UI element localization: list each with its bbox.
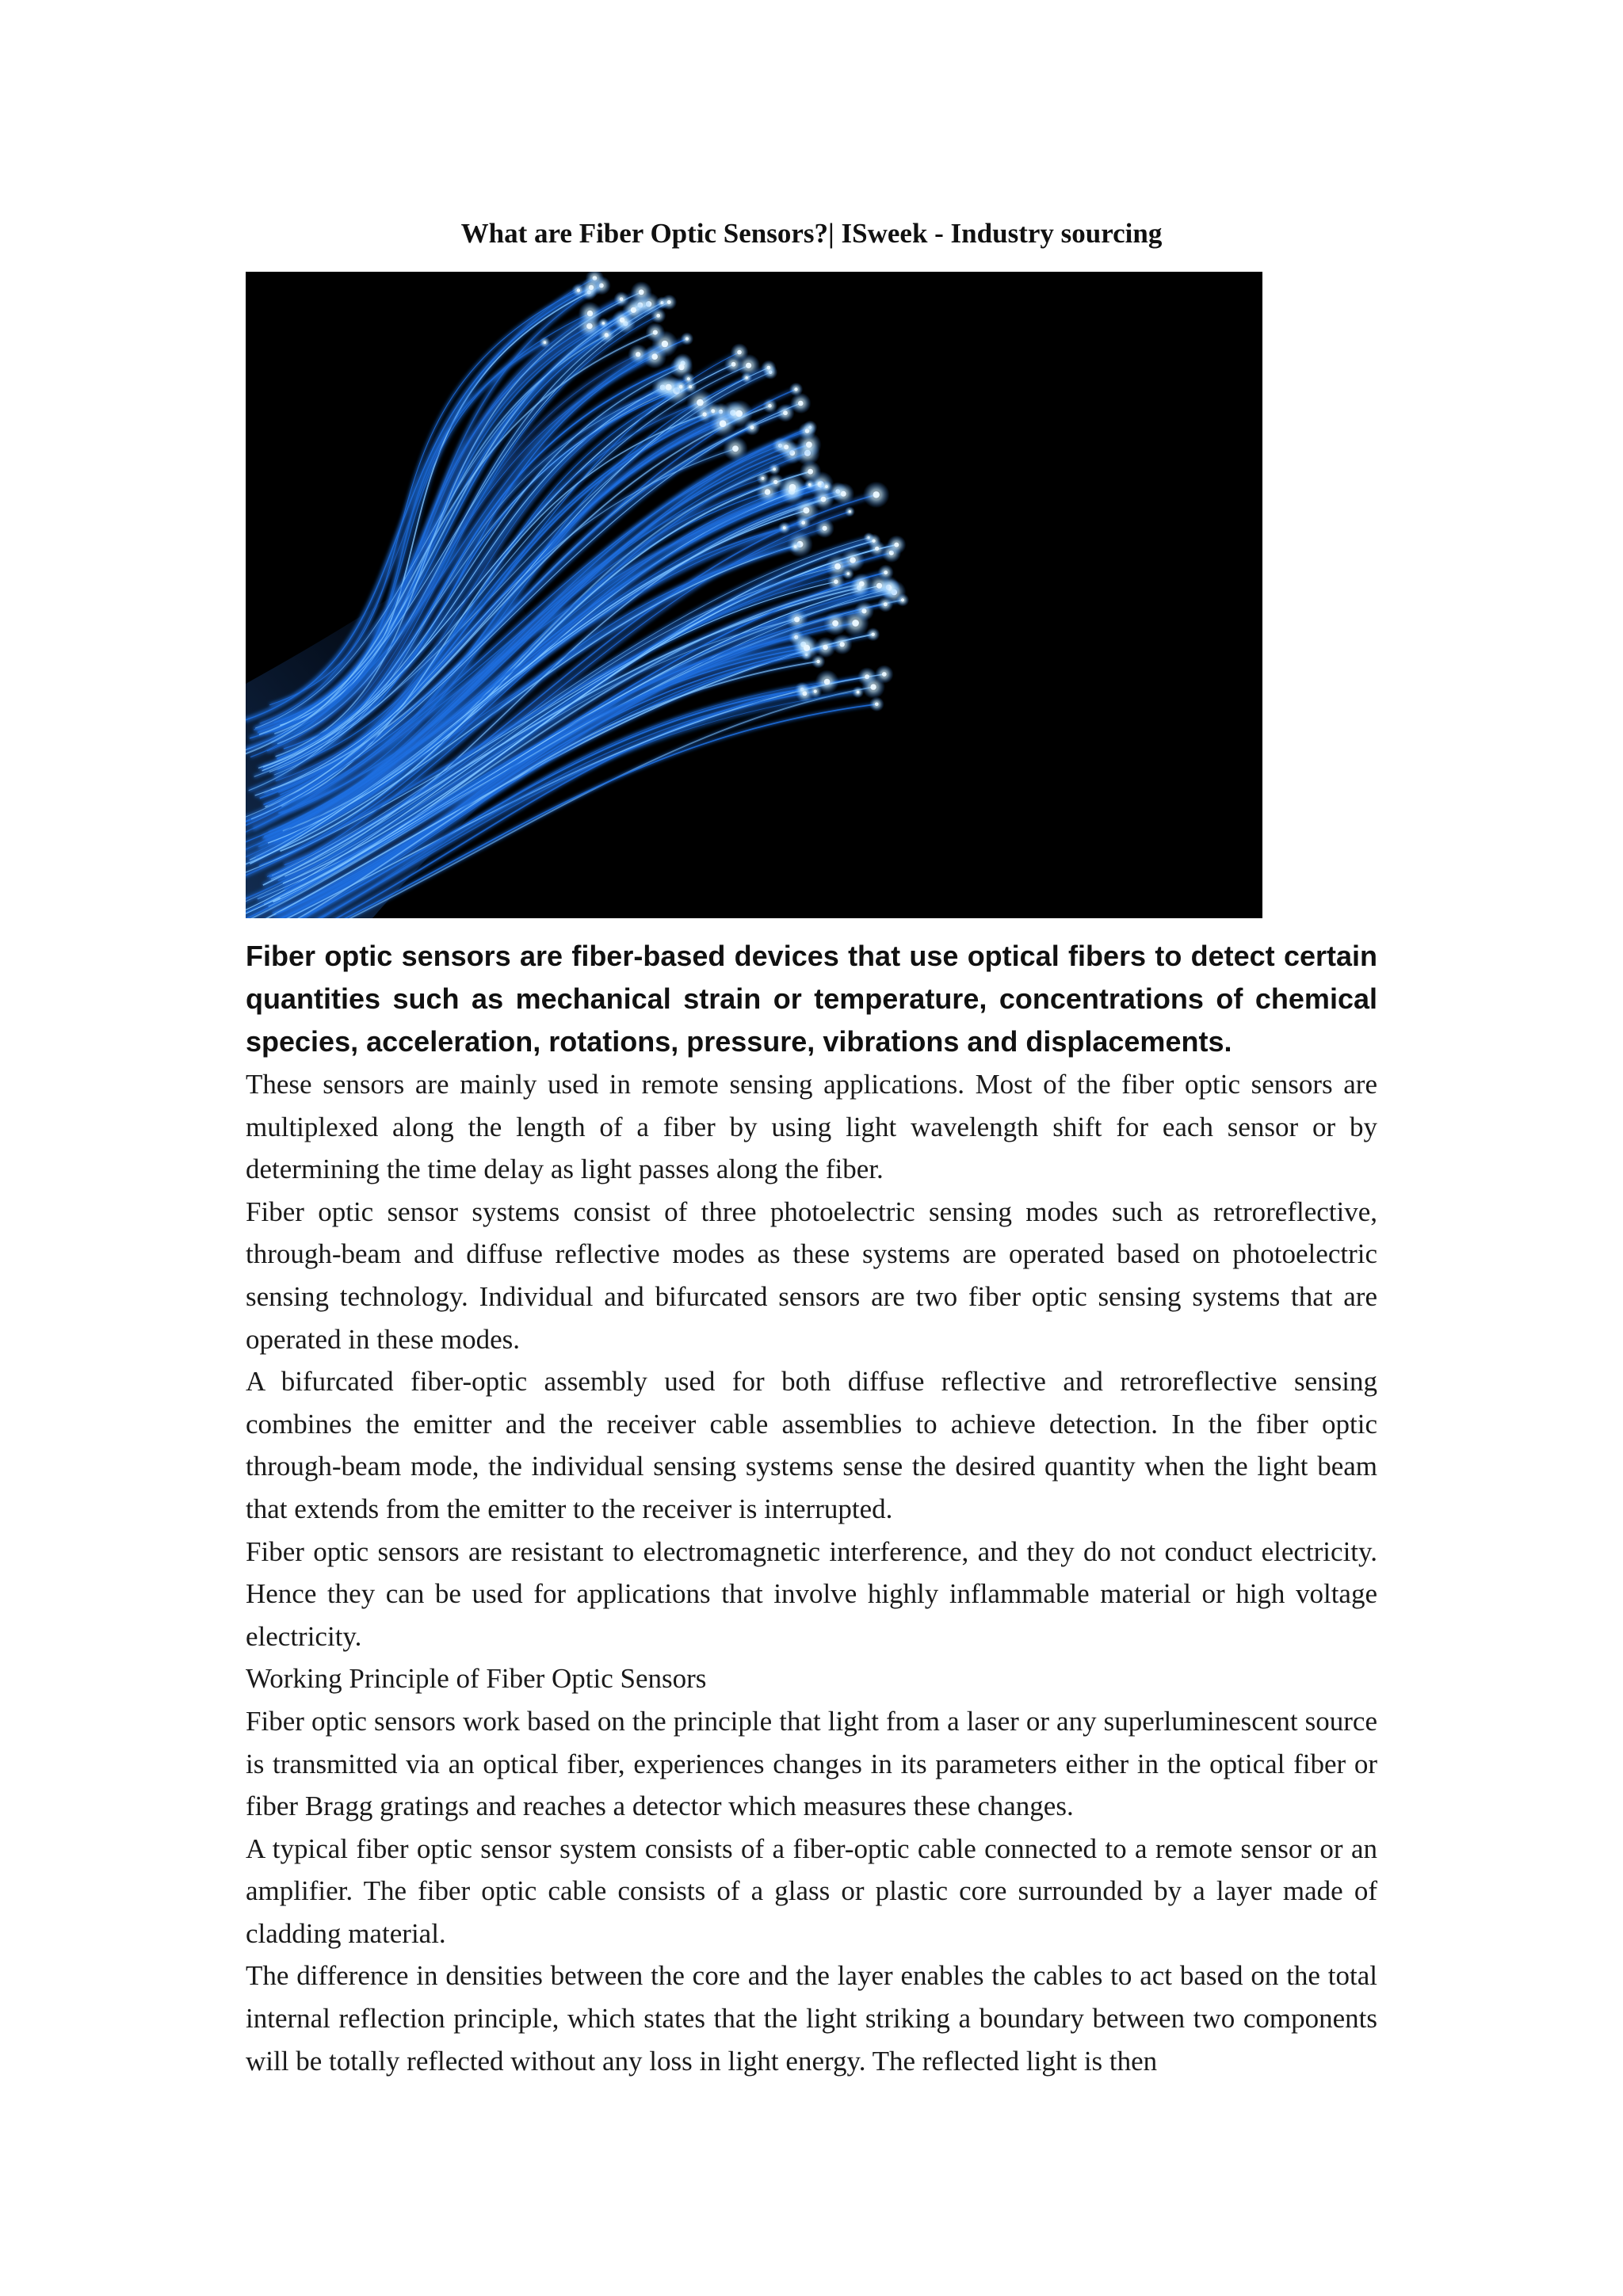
- fiber-bundle-illustration: [246, 272, 1262, 918]
- fiber-tip: [732, 445, 739, 452]
- fiber-tip: [872, 633, 875, 636]
- fiber-tip: [847, 572, 850, 575]
- fiber-tip: [834, 579, 838, 584]
- fiber-tip: [808, 469, 813, 475]
- fiber-tip: [825, 485, 828, 488]
- fiber-tip: [884, 602, 888, 606]
- fiber-tip: [620, 297, 624, 301]
- fiber-tip: [823, 645, 828, 650]
- fiber-tip: [577, 288, 580, 292]
- fiber-tip: [894, 543, 899, 547]
- fiber-tip: [687, 377, 690, 380]
- fiber-tip: [662, 341, 668, 347]
- fiber-tip: [806, 441, 812, 448]
- fiber-tip: [605, 333, 609, 337]
- fiber-tip: [762, 477, 765, 480]
- fiber-tip: [852, 620, 859, 627]
- fiber-tip: [816, 660, 819, 663]
- paragraph-emi-resistance: Fiber optic sensors are resistant to electromagnetic interference, and they do not conduct electricity. Hence they can be used for applications that involve highly inflammable material or high voltage electricity.: [246, 1535, 1377, 1652]
- fiber-tip: [735, 410, 743, 418]
- lead-paragraph: Fiber optic sensors are fiber-based devices that use optical fibers to detect certain quantities such as mechanical strain or temperature, concentrations of chemical species, acceleration, rotations, pressure, vibrations and displacements.: [246, 940, 1377, 1058]
- fiber-tip: [587, 311, 593, 316]
- paragraph-working-principle: Fiber optic sensors work based on the principle that light from a laser or any superluminescent source is transmitted via an optical fiber, experiences changes in its parameters either in the optical fiber or fiber Bragg gratings and reaches a detector which measures these changes.: [246, 1705, 1377, 1822]
- fiber-tip: [823, 526, 827, 531]
- fiber-tip: [731, 362, 736, 367]
- fiber-tip: [544, 341, 547, 344]
- fiber-tip: [872, 540, 875, 543]
- fiber-tip: [803, 692, 808, 696]
- fiber-tip: [840, 642, 845, 646]
- fiber-tip: [783, 410, 788, 415]
- fiber-tip: [636, 352, 640, 357]
- paragraph-system-components: A typical fiber optic sensor system consists of a fiber-optic cable connected to a remote sensor or an amplifier. The fiber optic cable consists of a glass or plastic core surrounded by a layer made of cladding material.: [246, 1833, 1377, 1949]
- fiber-tip: [798, 401, 804, 406]
- fiber-tip: [873, 491, 880, 498]
- fiber-tip: [745, 376, 748, 379]
- fiber-tip: [850, 557, 856, 563]
- fiber-tip: [870, 684, 876, 689]
- fiber-tip: [876, 583, 882, 589]
- fiber-tip: [794, 616, 800, 622]
- paragraph-sensing-modes: Fiber optic sensor systems consist of three photoelectric sensing modes such as retroreflective, through-beam and diffuse reflective modes as these systems are operated based on photoelectric sensing technology. Individual and bifurcated sensors are two fiber optic sensing systems that are operated in these modes.: [246, 1196, 1377, 1355]
- fiber-tip: [773, 467, 776, 471]
- fiber-tip: [875, 703, 879, 707]
- fiber-tip: [834, 563, 841, 570]
- fiber-tip: [808, 483, 812, 486]
- fiber-tip: [746, 363, 751, 368]
- fiber-tip: [824, 679, 831, 685]
- fiber-tip: [689, 385, 692, 388]
- article-body: [246, 935, 1377, 2082]
- fiber-tip: [882, 672, 887, 677]
- fiber-tip: [849, 510, 851, 513]
- fiber-tip: [679, 385, 683, 389]
- fiber-tip: [685, 338, 689, 341]
- fiber-tip: [783, 526, 786, 529]
- fiber-tip: [678, 364, 684, 370]
- fiber-tip: [794, 387, 797, 391]
- fiber-tip: [737, 350, 742, 355]
- fiber-tip: [859, 582, 865, 587]
- fiber-tip: [832, 620, 838, 627]
- fiber-tip: [818, 482, 821, 486]
- paragraph-bifurcated-assembly: A bifurcated fiber-optic assembly used for both diffuse reflective and retroreflective sensing combines the emitter and the receiver cable assemblies to achieve detection. In the fiber optic through-beam mode, the individual sensing systems sense the desired quantity when the light beam that extends from the emitter to the receiver is interrupted.: [246, 1366, 1377, 1524]
- fiber-tip: [804, 645, 810, 651]
- fiber-tip: [697, 399, 704, 406]
- paragraph-remote-sensing: These sensors are mainly used in remote sensing applications. Most of the fiber optic sensors are multiplexed along the length of a fiber by using light wavelength shift for each sensor or by determining the time delay as light passes along the fiber.: [246, 1069, 1377, 1185]
- fiber-optic-image: [246, 272, 1262, 918]
- paragraph-total-internal-reflection: The difference in densities between the core and the layer enables the cables to act based on the total internal reflection principle, which states that the light striking a boundary between two components will be totally reflected without any loss in light energy. The reflected light is then: [246, 1960, 1377, 2077]
- fiber-tip: [841, 491, 846, 497]
- fiber-tip: [794, 545, 797, 548]
- fiber-tip: [789, 484, 796, 491]
- fiber-tip: [768, 404, 772, 408]
- fiber-tip: [667, 300, 671, 304]
- fiber-tip: [750, 425, 754, 429]
- fiber-tip: [801, 521, 805, 524]
- fiber-tip: [720, 420, 727, 427]
- fiber-tip: [631, 307, 636, 313]
- section-heading-working-principle: Working Principle of Fiber Optic Sensors: [246, 1663, 707, 1695]
- fiber-tip: [656, 314, 660, 318]
- fiber-tip: [702, 412, 706, 416]
- page-title: What are Fiber Optic Sensors?| ISweek - Industry sourcing: [460, 218, 1163, 249]
- fiber-tip: [901, 598, 904, 601]
- fiber-tip: [803, 507, 809, 513]
- fiber-tip: [589, 285, 594, 290]
- fiber-tip: [620, 318, 625, 323]
- fiber-tip: [857, 691, 860, 694]
- fiber-tip: [602, 322, 605, 325]
- fiber-tip: [639, 289, 644, 295]
- fiber-tip: [884, 570, 888, 574]
- fiber-tip: [767, 366, 771, 370]
- fiber-tip: [666, 384, 672, 391]
- fiber-tip: [765, 489, 770, 494]
- fiber-tip: [821, 497, 827, 502]
- fiber-tip: [814, 690, 817, 693]
- fiber-tip: [784, 444, 789, 449]
